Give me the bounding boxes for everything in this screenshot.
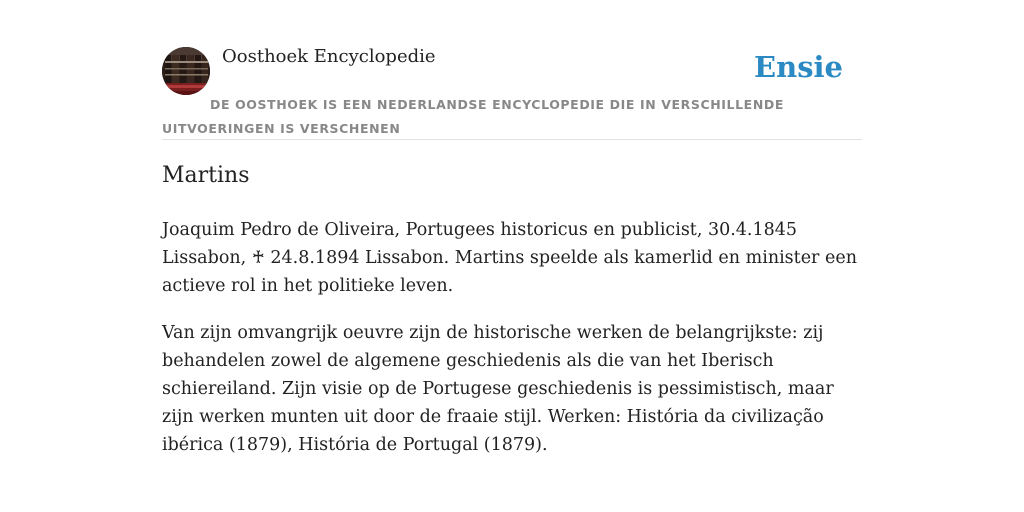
book-spines-icon (162, 47, 210, 95)
article-title: Martins (162, 163, 250, 188)
site-title-link[interactable]: Oosthoek Encyclopedie (222, 46, 436, 67)
encyclopedia-avatar-icon[interactable] (162, 47, 210, 95)
article-paragraph: Van zijn omvangrijk oeuvre zijn de historische werken de belangrijkste: zij behandelen zowel de algemene geschiedenis als die van het Iberisch schiereiland. Zijn visie op de Portugese geschiedenis is pessimistisch, maar zijn werken munten uit door de fraaie stijl. Werken: História da civilização ibérica (1879), História de Portugal (1879). (162, 323, 834, 455)
site-tagline: DE OOSTHOEK IS EEN NEDERLANDSE ENCYCLOPEDIE DIE IN VERSCHILLENDE UITVOERINGEN IS VERSCHENEN (162, 97, 784, 136)
page-container (162, 0, 862, 455)
ensie-brand-logo[interactable]: Ensie (754, 50, 843, 84)
site-header (162, 0, 862, 140)
article-paragraph: Joaquim Pedro de Oliveira, Portugees historicus en publicist, 30.4.1845 Lissabon, ♰ 24.8.1894 Lissabon. Martins speelde als kamerlid en minister een actieve rol in het politieke leven. (162, 220, 857, 296)
article-body (162, 216, 862, 478)
